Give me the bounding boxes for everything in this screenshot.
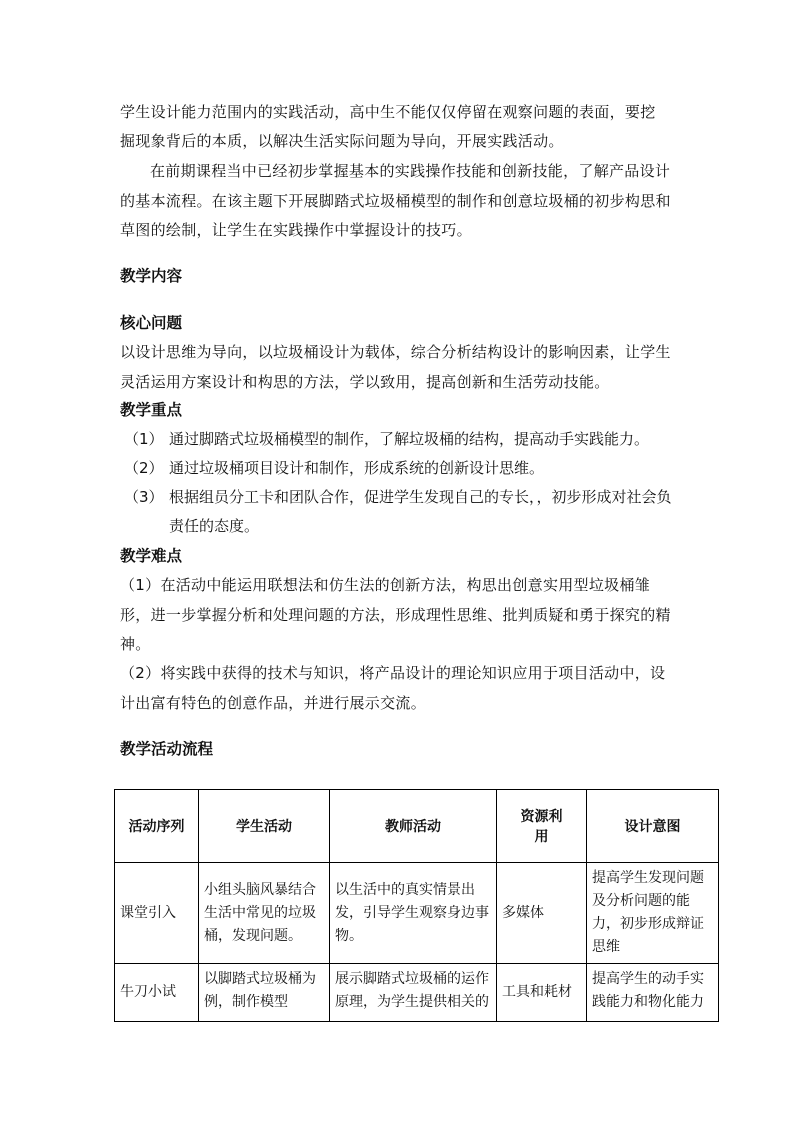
key-point-number: （3）: [124, 488, 164, 506]
header-teacher-activity: 教师活动: [330, 790, 497, 863]
activity-flow-table: [114, 789, 719, 1022]
key-point-text: 通过脚踏式垃圾桶模型的制作，了解垃圾桶的结构，提高动手实践能力。: [169, 430, 650, 448]
teaching-content-heading: 教学内容: [120, 267, 183, 285]
table-row: [115, 964, 719, 1022]
key-points-heading: 教学重点: [120, 401, 183, 419]
cell-teacher-activity: 以生活中的真实情景出发，引导学生观察身边事物。: [330, 863, 497, 964]
cell-student-activity: 以脚踏式垃圾桶为例，制作模型: [199, 964, 330, 1022]
difficulty-item-1: （1）在活动中能运用联想法和仿生法的创新方法，构思出创意实用型垃圾桶雏形，进一步掌握分析和处理问题的方法，形成理性思维、批判质疑和勇于探究的精神。: [120, 576, 671, 653]
key-point-item: [120, 454, 685, 483]
header-resource: 资源利用: [497, 790, 587, 863]
cell-student-activity: 小组头脑风暴结合生活中常见的垃圾桶，发现问题。: [199, 863, 330, 964]
key-point-number: （1）: [124, 430, 164, 448]
core-question-heading: 核心问题: [120, 314, 183, 332]
key-point-item: [120, 425, 685, 454]
difficulties-heading: 教学难点: [120, 547, 183, 565]
intro-paragraph-2: 在前期课程当中已经初步掌握基本的实践操作技能和创新技能，了解产品设计的基本流程。在该主题下开展脚踏式垃圾桶模型的制作和创意垃圾桶的初步构思和草图的绘制，让学生在实践操作中掌握设计的技巧。: [120, 162, 671, 239]
cell-activity-seq: 课堂引入: [115, 863, 199, 964]
core-question-text: 以设计思维为导向，以垃圾桶设计为载体，综合分析结构设计的影响因素，让学生灵活运用方案设计和构思的方法，学以致用，提高创新和生活劳动技能。: [120, 343, 671, 391]
activity-flow-heading: 教学活动流程: [120, 740, 214, 758]
header-student-activity: 学生活动: [199, 790, 330, 863]
cell-resource: 多媒体: [497, 863, 587, 964]
cell-resource: 工具和耗材: [497, 964, 587, 1022]
header-design-intent: 设计意图: [587, 790, 719, 863]
key-point-text: 根据组员分工卡和团队合作，促进学生发现自己的专长，，初步形成对社会负责任的态度。: [169, 488, 672, 535]
key-point-text: 通过垃圾桶项目设计和制作，形成系统的创新设计思维。: [169, 459, 545, 477]
intro-line-1: 学生设计能力范围内的实践活动，高中生不能仅仅停留在观察问题的表面，要挖: [120, 103, 656, 121]
table-header-row: [115, 790, 719, 863]
header-activity-seq: 活动序列: [115, 790, 199, 863]
cell-teacher-activity: 展示脚踏式垃圾桶的运作原理，为学生提供相关的: [330, 964, 497, 1022]
cell-design-intent: 提高学生的动手实践能力和物化能力: [587, 964, 719, 1022]
intro-line-2: 掘现象背后的本质，以解决生活实际问题为导向，开展实践活动。: [120, 132, 564, 150]
key-point-number: （2）: [124, 459, 164, 477]
key-point-item: [120, 483, 685, 541]
cell-activity-seq: 牛刀小试: [115, 964, 199, 1022]
table-row: [115, 863, 719, 964]
difficulty-item-2: （2）将实践中获得的技术与知识，将产品设计的理论知识应用于项目活动中，设计出富有特色的创意作品，并进行展示交流。: [120, 664, 666, 712]
cell-design-intent: 提高学生发现问题及分析问题的能力，初步形成辩证思维: [587, 863, 719, 964]
